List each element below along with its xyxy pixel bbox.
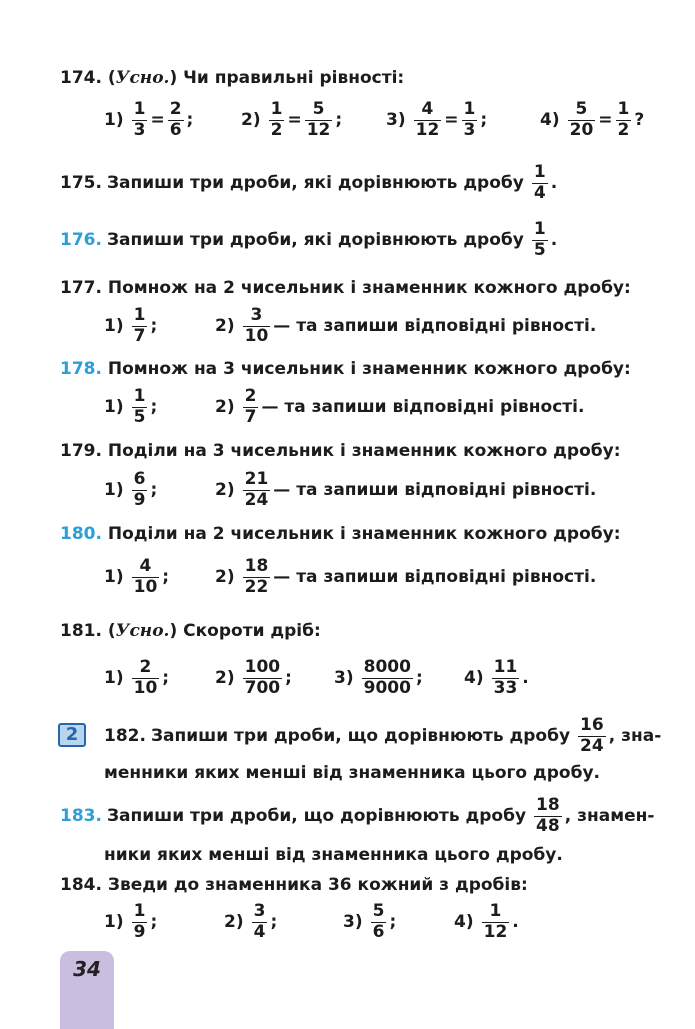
problem-179-items [104, 467, 644, 513]
problem-text: Помнож на 3 чисельник і знаменник кожного дробу: [107, 359, 631, 379]
item-2: 2) $\frac{18}{22}$ — та запиши відповідні рівності. [215, 555, 597, 597]
problem-177-heading [60, 278, 631, 298]
problem-text: Поділи на 3 чисельник і знаменник кожного дробу: [107, 441, 621, 461]
problem-text: Запиши три дроби, що дорівнюють дробу [106, 806, 527, 826]
fraction: $\frac{2}{6}$ [169, 98, 182, 140]
problem-178-heading [60, 359, 631, 379]
item-2: 2) $\frac{21}{24}$ — та запиши відповідні рівності. [215, 468, 597, 510]
oral-mark: Усно. [115, 68, 170, 88]
fraction: $\frac{2}{7}$ [244, 385, 257, 427]
problem-text: Запиши три дроби, які дорівнюють дробу [106, 230, 524, 250]
problem-text: Чи правильні рівності: [183, 68, 405, 88]
item-2: 2) $\frac{3}{4}$ ; [224, 900, 278, 942]
item-3: 3) $\frac{8000}{9000}$ ; [334, 656, 423, 698]
fraction: $\frac{18}{22}$ [244, 555, 269, 597]
problem-text: Запиши три дроби, які дорівнюють дробу [106, 173, 524, 193]
fraction: $\frac{1}{3}$ [463, 98, 476, 140]
problem-183-line2: ники яких менші від знаменника цього дробу. [104, 845, 563, 865]
item-3: 3) $\frac{4}{12}$ = $\frac{1}{3}$ ; [386, 98, 488, 140]
item-1: 1) $\frac{6}{9}$ ; [104, 468, 158, 510]
item-4: 4) $\frac{5}{20}$ = $\frac{1}{2}$ ? [540, 98, 645, 140]
problem-number: 183. [60, 806, 102, 826]
problem-177-items [104, 303, 644, 349]
fraction: $\frac{21}{24}$ [244, 468, 269, 510]
fraction: $\frac{1}{9}$ [133, 900, 146, 942]
problem-184-heading [60, 875, 528, 895]
problem-180-items [104, 554, 644, 600]
fraction: $\frac{5}{12}$ [306, 98, 331, 140]
fraction: $\frac{2}{10}$ [133, 656, 158, 698]
fraction: $\frac{1}{5}$ [533, 218, 546, 260]
problem-text: Запиши три дроби, що дорівнюють дробу [150, 726, 571, 746]
problem-174-items [104, 97, 664, 143]
level-2-badge: 2 [58, 723, 86, 747]
fraction: $\frac{3}{10}$ [244, 304, 269, 346]
item-3: 3) $\frac{5}{6}$ ; [343, 900, 397, 942]
item-2: 2) $\frac{100}{700}$ ; [215, 656, 292, 698]
problem-number: 180. [60, 524, 102, 544]
problem-176: 176. Запиши три дроби, які дорівнюють дробу $\frac{1}{5}$ . [60, 218, 558, 260]
fraction: $\frac{18}{48}$ [536, 794, 560, 836]
problem-181-heading: 181. (Усно.) Скороти дріб: [60, 621, 321, 641]
problem-175: 175. Запиши три дроби, які дорівнюють дробу $\frac{1}{4}$ . [60, 161, 558, 203]
problem-number: 178. [60, 359, 102, 379]
fraction: $\frac{16}{24}$ [580, 714, 604, 756]
page-number: 34 [73, 957, 101, 981]
fraction: $\frac{1}{5}$ [133, 385, 146, 427]
fraction: $\frac{1}{4}$ [533, 161, 546, 203]
item-2: 2) $\frac{1}{2}$ = $\frac{5}{12}$ ; [241, 98, 343, 140]
item-4: 4) $\frac{1}{12}$ . [454, 900, 519, 942]
item-2: 2) $\frac{3}{10}$ — та запиши відповідні рівності. [215, 304, 597, 346]
problem-number: 184. [60, 875, 102, 895]
item-1: 1) $\frac{4}{10}$ ; [104, 555, 170, 597]
fraction: $\frac{3}{4}$ [253, 900, 266, 942]
fraction: $\frac{1}{2}$ [617, 98, 630, 140]
problem-text: Скороти дріб: [183, 621, 321, 641]
problem-text: Поділи на 2 чисельник і знаменник кожного дробу: [107, 524, 621, 544]
problem-179-heading [60, 441, 621, 461]
item-2: 2) $\frac{2}{7}$ — та запиши відповідні рівності. [215, 385, 585, 427]
problem-184-items [104, 899, 604, 945]
fraction: $\frac{4}{10}$ [133, 555, 158, 597]
problem-180-heading [60, 524, 621, 544]
problem-174-heading: 174. (Усно.) Чи правильні рівності: [60, 68, 405, 88]
problem-number: 174. [60, 68, 102, 88]
problem-number: 176. [60, 230, 102, 250]
problem-text: Помнож на 2 чисельник і знаменник кожного дробу: [107, 278, 631, 298]
item-1: 1) $\frac{1}{5}$ ; [104, 385, 158, 427]
fraction: $\frac{5}{6}$ [372, 900, 385, 942]
fraction: $\frac{100}{700}$ [244, 656, 281, 698]
problem-number: 177. [60, 278, 102, 298]
item-4: 4) $\frac{11}{33}$ . [464, 656, 529, 698]
problem-number: 182. [104, 726, 146, 746]
problem-text: Зведи до знаменника 36 кожний з дробів: [107, 875, 528, 895]
problem-number: 179. [60, 441, 102, 461]
item-1: 1) $\frac{1}{3}$ = $\frac{2}{6}$ ; [104, 98, 194, 140]
fraction: $\frac{5}{20}$ [569, 98, 594, 140]
problem-number: 181. [60, 621, 102, 641]
item-1: 1) $\frac{1}{9}$ ; [104, 900, 158, 942]
fraction: $\frac{1}{12}$ [483, 900, 508, 942]
fraction: $\frac{1}{3}$ [133, 98, 146, 140]
oral-mark: Усно. [115, 621, 170, 641]
problem-183-line1: 183. Запиши три дроби, що дорівнюють дробу $\frac{18}{48}$ , знамен- [60, 794, 655, 836]
page-tab [60, 951, 114, 1029]
problem-182-line2: менники яких менші від знаменника цього дробу. [104, 763, 600, 783]
fraction: $\frac{1}{2}$ [270, 98, 283, 140]
fraction: $\frac{4}{12}$ [415, 98, 440, 140]
problem-182-line1: 182. Запиши три дроби, що дорівнюють дробу $\frac{16}{24}$ , зна- [104, 714, 662, 756]
fraction: $\frac{8000}{9000}$ [363, 656, 411, 698]
problem-number: 175. [60, 173, 102, 193]
problem-181-items [104, 655, 644, 701]
fraction: $\frac{1}{7}$ [133, 304, 146, 346]
fraction: $\frac{11}{33}$ [493, 656, 518, 698]
item-1: 1) $\frac{2}{10}$ ; [104, 656, 170, 698]
item-1: 1) $\frac{1}{7}$ ; [104, 304, 158, 346]
problem-178-items [104, 384, 644, 430]
fraction: $\frac{6}{9}$ [133, 468, 146, 510]
